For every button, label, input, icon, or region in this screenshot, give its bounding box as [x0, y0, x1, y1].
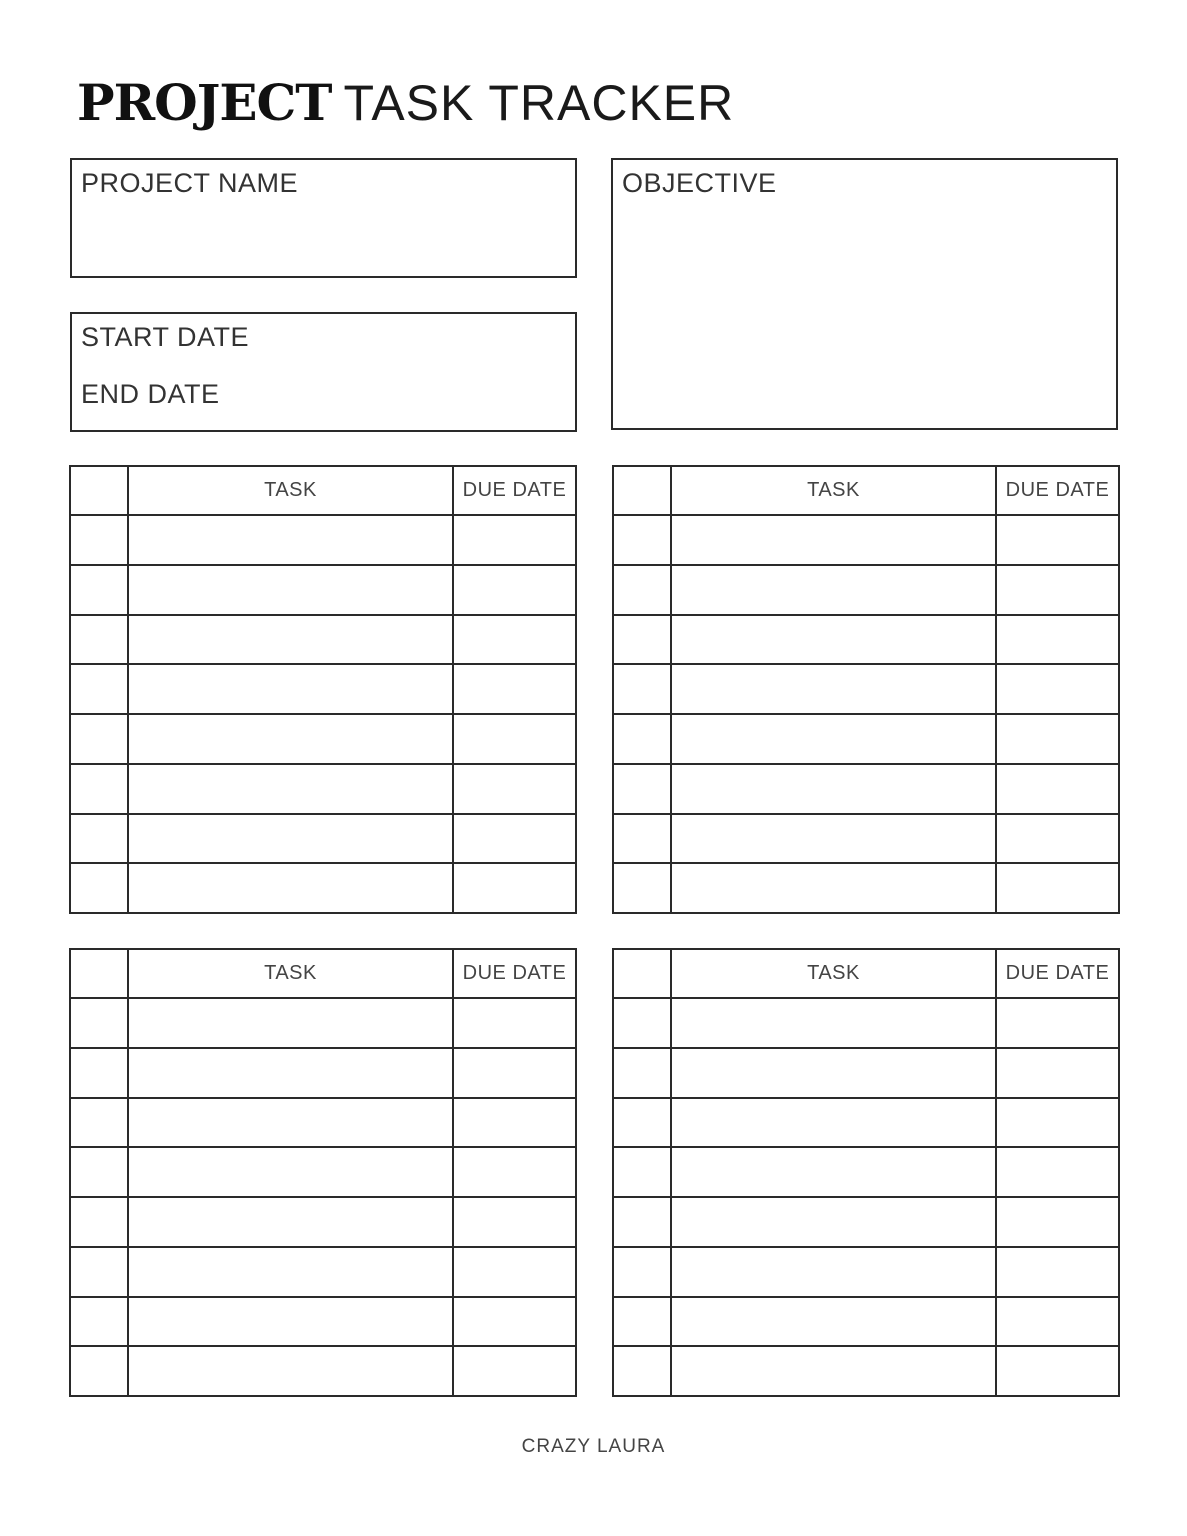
task-row	[70, 664, 576, 714]
task-name-input[interactable]	[672, 715, 995, 763]
task-name-cell	[671, 1346, 996, 1396]
task-name-cell	[128, 814, 453, 864]
task-due-date-cell	[453, 814, 576, 864]
task-due-date-input[interactable]	[997, 665, 1118, 713]
task-check-cell	[70, 1346, 128, 1396]
project-name-input[interactable]	[81, 218, 566, 258]
task-check-cell	[613, 764, 671, 814]
task-row	[613, 1297, 1119, 1347]
task-name-cell	[128, 1197, 453, 1247]
task-check-input[interactable]	[71, 815, 127, 863]
task-check-input[interactable]	[71, 765, 127, 813]
task-name-input[interactable]	[672, 1298, 995, 1346]
objective-input[interactable]	[622, 212, 1107, 417]
task-name-input[interactable]	[672, 616, 995, 664]
task-check-input[interactable]	[71, 516, 127, 564]
task-check-input[interactable]	[71, 864, 127, 912]
task-name-cell	[671, 1297, 996, 1347]
task-row	[70, 565, 576, 615]
task-name-cell	[671, 998, 996, 1048]
task-due-date-input[interactable]	[454, 815, 575, 863]
task-due-date-cell	[453, 664, 576, 714]
task-due-date-cell	[996, 714, 1119, 764]
header-check	[70, 466, 128, 515]
task-name-cell	[671, 714, 996, 764]
task-name-cell	[671, 615, 996, 665]
task-check-input[interactable]	[614, 715, 670, 763]
task-name-cell	[671, 664, 996, 714]
task-due-date-cell	[453, 764, 576, 814]
task-due-date-cell	[996, 1098, 1119, 1148]
task-due-date-input[interactable]	[454, 1248, 575, 1296]
task-due-date-cell	[453, 1247, 576, 1297]
task-check-cell	[70, 515, 128, 565]
task-check-cell	[613, 1197, 671, 1247]
task-due-date-cell	[996, 615, 1119, 665]
header-due-date: DUE DATE	[453, 949, 576, 998]
start-date-label: START DATE	[81, 322, 250, 352]
task-due-date-cell	[453, 863, 576, 913]
objective-label: OBJECTIVE	[622, 168, 777, 198]
task-due-date-input[interactable]	[454, 1049, 575, 1097]
task-name-cell	[128, 1098, 453, 1148]
task-check-input[interactable]	[614, 566, 670, 614]
task-row	[70, 814, 576, 864]
page-title	[77, 68, 734, 138]
task-row	[613, 515, 1119, 565]
header-due-date: DUE DATE	[453, 466, 576, 515]
task-name-input[interactable]	[129, 566, 452, 614]
task-due-date-cell	[453, 1098, 576, 1148]
task-name-cell	[128, 764, 453, 814]
task-row	[70, 615, 576, 665]
task-row	[613, 1098, 1119, 1148]
task-due-date-input[interactable]	[997, 715, 1118, 763]
end-date-label: END DATE	[81, 379, 220, 409]
task-check-input[interactable]	[614, 1347, 670, 1395]
task-table-3	[69, 948, 577, 1397]
task-due-date-cell	[453, 714, 576, 764]
header-check	[613, 466, 671, 515]
task-due-date-cell	[996, 1297, 1119, 1347]
task-check-cell	[70, 565, 128, 615]
task-due-date-input[interactable]	[997, 566, 1118, 614]
task-name-input[interactable]	[129, 1099, 452, 1147]
task-due-date-input[interactable]	[454, 999, 575, 1047]
task-row	[70, 998, 576, 1048]
task-name-cell	[128, 664, 453, 714]
task-check-input[interactable]	[71, 1099, 127, 1147]
task-check-cell	[70, 863, 128, 913]
task-name-cell	[671, 565, 996, 615]
task-name-cell	[671, 1197, 996, 1247]
task-row	[70, 1098, 576, 1148]
task-due-date-input[interactable]	[454, 864, 575, 912]
task-check-cell	[613, 1297, 671, 1347]
task-table-4	[612, 948, 1120, 1397]
task-due-date-input[interactable]	[454, 715, 575, 763]
header-task: TASK	[128, 466, 453, 515]
task-name-input[interactable]	[672, 1148, 995, 1196]
task-name-input[interactable]	[129, 999, 452, 1047]
task-due-date-cell	[453, 515, 576, 565]
task-row	[70, 714, 576, 764]
task-name-cell	[671, 515, 996, 565]
task-row	[613, 998, 1119, 1048]
start-date-input[interactable]	[257, 322, 562, 358]
task-check-input[interactable]	[71, 1347, 127, 1395]
task-name-input[interactable]	[129, 1347, 452, 1395]
task-due-date-input[interactable]	[997, 1248, 1118, 1296]
header-due-date: DUE DATE	[996, 949, 1119, 998]
task-name-cell	[128, 1346, 453, 1396]
task-name-input[interactable]	[129, 815, 452, 863]
task-due-date-input[interactable]	[997, 1198, 1118, 1246]
task-due-date-input[interactable]	[454, 1347, 575, 1395]
task-due-date-cell	[996, 863, 1119, 913]
task-check-input[interactable]	[614, 1148, 670, 1196]
task-table-header	[70, 949, 576, 998]
task-due-date-input[interactable]	[997, 815, 1118, 863]
task-due-date-input[interactable]	[997, 516, 1118, 564]
task-check-cell	[613, 565, 671, 615]
task-name-input[interactable]	[672, 1347, 995, 1395]
task-due-date-input[interactable]	[454, 765, 575, 813]
task-check-input[interactable]	[71, 1049, 127, 1097]
task-due-date-cell	[453, 565, 576, 615]
task-row	[70, 1048, 576, 1098]
header-task: TASK	[128, 949, 453, 998]
task-check-cell	[613, 664, 671, 714]
task-due-date-input[interactable]	[997, 1298, 1118, 1346]
task-row	[613, 1147, 1119, 1197]
task-check-input[interactable]	[614, 1298, 670, 1346]
task-due-date-cell	[996, 515, 1119, 565]
task-check-input[interactable]	[71, 665, 127, 713]
task-check-input[interactable]	[614, 864, 670, 912]
task-name-cell	[128, 863, 453, 913]
task-name-input[interactable]	[672, 665, 995, 713]
task-row	[613, 1247, 1119, 1297]
task-row	[70, 1197, 576, 1247]
task-row	[70, 515, 576, 565]
task-due-date-cell	[996, 1247, 1119, 1297]
task-check-cell	[70, 998, 128, 1048]
header-task: TASK	[671, 949, 996, 998]
task-row	[70, 1346, 576, 1396]
task-name-input[interactable]	[129, 665, 452, 713]
task-row	[613, 664, 1119, 714]
task-name-input[interactable]	[129, 1049, 452, 1097]
task-due-date-input[interactable]	[997, 1049, 1118, 1097]
header-due-date: DUE DATE	[996, 466, 1119, 515]
task-due-date-input[interactable]	[454, 1298, 575, 1346]
task-check-input[interactable]	[71, 1198, 127, 1246]
task-check-cell	[613, 515, 671, 565]
task-check-cell	[70, 1048, 128, 1098]
task-check-input[interactable]	[71, 1148, 127, 1196]
task-check-input[interactable]	[614, 765, 670, 813]
task-check-cell	[70, 615, 128, 665]
task-name-input[interactable]	[129, 864, 452, 912]
task-due-date-cell	[453, 1147, 576, 1197]
task-name-cell	[671, 863, 996, 913]
task-check-cell	[613, 615, 671, 665]
end-date-input[interactable]	[257, 379, 562, 415]
task-table-header	[70, 466, 576, 515]
task-table-header	[613, 949, 1119, 998]
header-task: TASK	[671, 466, 996, 515]
task-check-cell	[613, 1147, 671, 1197]
task-name-cell	[128, 1048, 453, 1098]
task-table-2	[612, 465, 1120, 914]
project-name-label: PROJECT NAME	[81, 168, 299, 198]
task-due-date-cell	[453, 615, 576, 665]
task-check-cell	[613, 863, 671, 913]
task-name-input[interactable]	[129, 765, 452, 813]
task-row	[70, 1297, 576, 1347]
task-due-date-cell	[453, 1048, 576, 1098]
task-check-cell	[613, 1048, 671, 1098]
task-check-input[interactable]	[71, 566, 127, 614]
task-row	[613, 863, 1119, 913]
task-name-cell	[128, 1297, 453, 1347]
task-name-input[interactable]	[129, 516, 452, 564]
task-due-date-cell	[996, 814, 1119, 864]
task-name-cell	[671, 1247, 996, 1297]
task-check-input[interactable]	[614, 616, 670, 664]
task-due-date-input[interactable]	[454, 1099, 575, 1147]
task-name-cell	[128, 1247, 453, 1297]
task-row	[613, 814, 1119, 864]
task-due-date-cell	[996, 764, 1119, 814]
task-check-cell	[70, 1247, 128, 1297]
task-name-input[interactable]	[129, 1148, 452, 1196]
task-name-input[interactable]	[129, 1248, 452, 1296]
task-due-date-cell	[996, 1147, 1119, 1197]
task-check-cell	[613, 998, 671, 1048]
task-row	[70, 764, 576, 814]
task-name-cell	[671, 1147, 996, 1197]
task-table-header	[613, 466, 1119, 515]
task-name-cell	[671, 1048, 996, 1098]
task-check-cell	[70, 1098, 128, 1148]
task-row	[70, 863, 576, 913]
footer-brand: CRAZY LAURA	[521, 1436, 666, 1457]
task-row	[613, 565, 1119, 615]
task-check-cell	[613, 1247, 671, 1297]
task-check-cell	[70, 1297, 128, 1347]
task-due-date-cell	[996, 664, 1119, 714]
task-due-date-input[interactable]	[997, 1148, 1118, 1196]
task-name-input[interactable]	[129, 1298, 452, 1346]
task-check-cell	[70, 1197, 128, 1247]
task-due-date-input[interactable]	[454, 616, 575, 664]
task-due-date-input[interactable]	[997, 765, 1118, 813]
task-check-input[interactable]	[71, 715, 127, 763]
task-due-date-cell	[453, 1346, 576, 1396]
task-check-cell	[70, 814, 128, 864]
objective-box	[611, 158, 1118, 430]
task-due-date-input[interactable]	[997, 616, 1118, 664]
task-due-date-cell	[996, 565, 1119, 615]
task-row	[613, 615, 1119, 665]
task-name-cell	[671, 764, 996, 814]
page-title-light: TASK TRACKER	[343, 75, 735, 131]
task-name-cell	[128, 615, 453, 665]
task-check-input[interactable]	[614, 1099, 670, 1147]
page-title-bold: PROJECT	[77, 73, 332, 132]
task-row	[70, 1147, 576, 1197]
task-name-input[interactable]	[129, 715, 452, 763]
task-check-cell	[613, 1098, 671, 1148]
task-check-input[interactable]	[71, 999, 127, 1047]
task-due-date-cell	[996, 998, 1119, 1048]
task-name-input[interactable]	[672, 1049, 995, 1097]
task-name-cell	[128, 515, 453, 565]
task-check-input[interactable]	[614, 1049, 670, 1097]
task-check-input[interactable]	[614, 665, 670, 713]
task-check-input[interactable]	[614, 1198, 670, 1246]
task-name-cell	[128, 714, 453, 764]
task-name-input[interactable]	[672, 864, 995, 912]
task-name-input[interactable]	[129, 1198, 452, 1246]
task-due-date-input[interactable]	[997, 1099, 1118, 1147]
task-due-date-input[interactable]	[997, 864, 1118, 912]
task-name-input[interactable]	[672, 1248, 995, 1296]
task-name-input[interactable]	[672, 1099, 995, 1147]
task-due-date-cell	[453, 998, 576, 1048]
task-name-input[interactable]	[672, 999, 995, 1047]
task-check-input[interactable]	[71, 1248, 127, 1296]
task-name-input[interactable]	[672, 566, 995, 614]
task-name-cell	[671, 1098, 996, 1148]
task-row	[613, 714, 1119, 764]
task-check-input[interactable]	[71, 1298, 127, 1346]
task-check-input[interactable]	[71, 616, 127, 664]
task-due-date-cell	[996, 1048, 1119, 1098]
task-name-cell	[128, 1147, 453, 1197]
task-name-input[interactable]	[672, 765, 995, 813]
task-row	[613, 1197, 1119, 1247]
project-name-box	[70, 158, 577, 278]
dates-box	[70, 312, 577, 432]
task-check-cell	[70, 1147, 128, 1197]
task-check-input[interactable]	[614, 999, 670, 1047]
task-due-date-input[interactable]	[997, 999, 1118, 1047]
task-row	[613, 1048, 1119, 1098]
task-due-date-cell	[996, 1346, 1119, 1396]
task-table-1	[69, 465, 577, 914]
task-due-date-input[interactable]	[454, 566, 575, 614]
task-check-cell	[70, 664, 128, 714]
task-row	[613, 764, 1119, 814]
task-due-date-input[interactable]	[454, 1148, 575, 1196]
task-check-input[interactable]	[614, 815, 670, 863]
task-check-input[interactable]	[614, 1248, 670, 1296]
task-name-cell	[671, 814, 996, 864]
task-due-date-input[interactable]	[454, 1198, 575, 1246]
task-due-date-cell	[453, 1297, 576, 1347]
task-check-input[interactable]	[614, 516, 670, 564]
header-check	[70, 949, 128, 998]
task-check-cell	[70, 764, 128, 814]
task-check-cell	[613, 1346, 671, 1396]
task-name-cell	[128, 565, 453, 615]
task-check-cell	[613, 714, 671, 764]
task-due-date-input[interactable]	[997, 1347, 1118, 1395]
task-check-cell	[70, 714, 128, 764]
task-row	[613, 1346, 1119, 1396]
task-name-cell	[128, 998, 453, 1048]
task-name-input[interactable]	[672, 1198, 995, 1246]
task-due-date-input[interactable]	[454, 516, 575, 564]
task-due-date-cell	[453, 1197, 576, 1247]
task-row	[70, 1247, 576, 1297]
task-name-input[interactable]	[672, 516, 995, 564]
task-check-cell	[613, 814, 671, 864]
header-check	[613, 949, 671, 998]
task-due-date-cell	[996, 1197, 1119, 1247]
task-name-input[interactable]	[672, 815, 995, 863]
task-name-input[interactable]	[129, 616, 452, 664]
task-due-date-input[interactable]	[454, 665, 575, 713]
